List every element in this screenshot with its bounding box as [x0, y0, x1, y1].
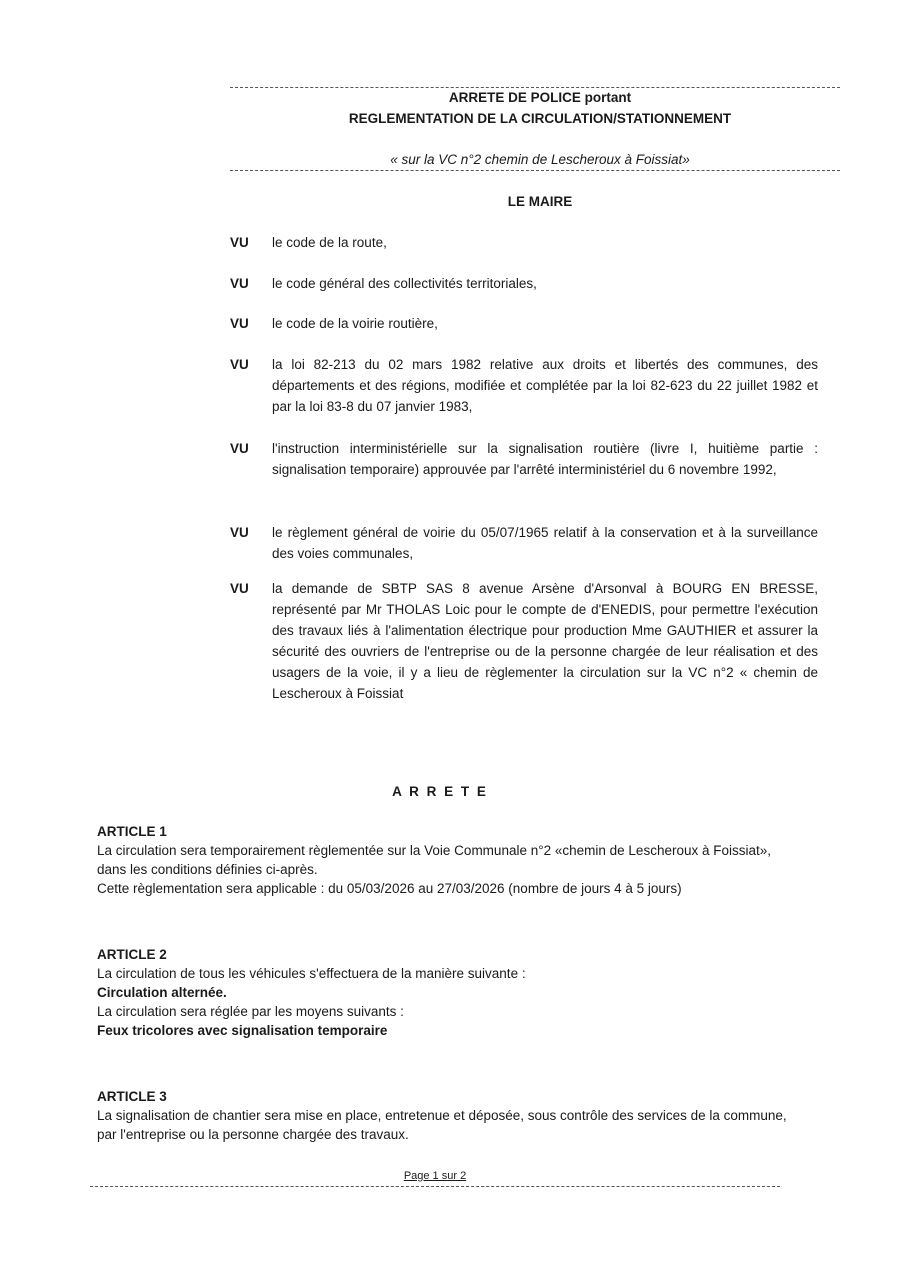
consideration-item [230, 273, 818, 294]
consideration-item [230, 522, 818, 564]
article-line: Feux tricolores avec signalisation temporaire [97, 1023, 388, 1038]
vu-text: la loi 82-213 du 02 mars 1982 relative aux droits et libertés des communes, des départements et des régions, modifiée et complétée par la loi 82-623 du 22 juillet 1982 et par la loi 83-8 du 07 janvier 1983, [272, 357, 818, 414]
header-top-rule [230, 87, 840, 88]
article-line: La circulation sera réglée par les moyens suivants : [97, 1004, 404, 1019]
vu-text: le code de la route, [272, 235, 387, 250]
article-line: Circulation alternée. [97, 985, 227, 1000]
subtitle: « sur la VC n°2 chemin de Lescheroux à Foissiat» [390, 152, 690, 167]
title-line-1: ARRETE DE POLICE portant [448, 90, 632, 105]
article-3 [97, 1087, 787, 1144]
article-line: Cette règlementation sera applicable : du 05/03/2026 au 27/03/2026 (nombre de jours 4 à 5 jours) [97, 881, 682, 896]
consideration-item [230, 313, 818, 334]
decree-heading: A R R E T E [392, 784, 488, 799]
vu-text: la demande de SBTP SAS 8 avenue Arsène d'Arsonval à BOURG EN BRESSE, représenté par Mr THOLAS Loic pour le compte de d'ENEDIS, pour permettre l'exécution des travaux liés à l'alimentation électrique pour production Mme GAUTHIER et assurer la sécurité des ouvriers de l'entreprise ou de la personne chargée de leur réalisation et des usagers de la voie, il y a lieu de règlementer la circulation sur la VC n°2 « chemin de Lescheroux à Foissiat [272, 581, 818, 701]
article-2 [97, 945, 787, 1040]
vu-label: VU [230, 276, 249, 291]
vu-label: VU [230, 357, 249, 372]
vu-label: VU [230, 235, 249, 250]
authority: LE MAIRE [507, 194, 573, 209]
article-line: La circulation sera temporairement règlementée sur la Voie Communale n°2 «chemin de Lescheroux à Foissiat», dans les conditions définies ci-après. [97, 843, 771, 877]
header-bottom-rule [230, 170, 840, 171]
vu-text: le règlement général de voirie du 05/07/1965 relatif à la conservation et à la surveillance des voies communales, [272, 525, 818, 561]
article-title: ARTICLE 1 [97, 824, 167, 839]
article-line: La circulation de tous les véhicules s'effectuera de la manière suivante : [97, 966, 526, 981]
consideration-item [230, 232, 818, 253]
title-line-2: REGLEMENTATION DE LA CIRCULATION/STATIONNEMENT [348, 111, 732, 126]
article-line: La signalisation de chantier sera mise en place, entretenue et déposée, sous contrôle des services de la commune, par l'entreprise ou la personne chargée des travaux. [97, 1108, 787, 1142]
footer-rule [90, 1186, 780, 1187]
article-title: ARTICLE 3 [97, 1089, 167, 1104]
vu-label: VU [230, 581, 249, 596]
consideration-item [230, 438, 818, 480]
page-number: Page 1 sur 2 [403, 1170, 467, 1182]
vu-label: VU [230, 316, 249, 331]
article-1 [97, 822, 787, 898]
vu-text: l'instruction interministérielle sur la signalisation routière (livre I, huitième partie : signalisation temporaire) approuvée par l'arrêté interministériel du 6 novembre 1992, [272, 441, 818, 477]
vu-label: VU [230, 441, 249, 456]
article-title: ARTICLE 2 [97, 947, 167, 962]
consideration-item [230, 578, 818, 704]
vu-label: VU [230, 525, 249, 540]
vu-text: le code général des collectivités territoriales, [272, 276, 537, 291]
vu-text: le code de la voirie routière, [272, 316, 438, 331]
consideration-item [230, 354, 818, 417]
